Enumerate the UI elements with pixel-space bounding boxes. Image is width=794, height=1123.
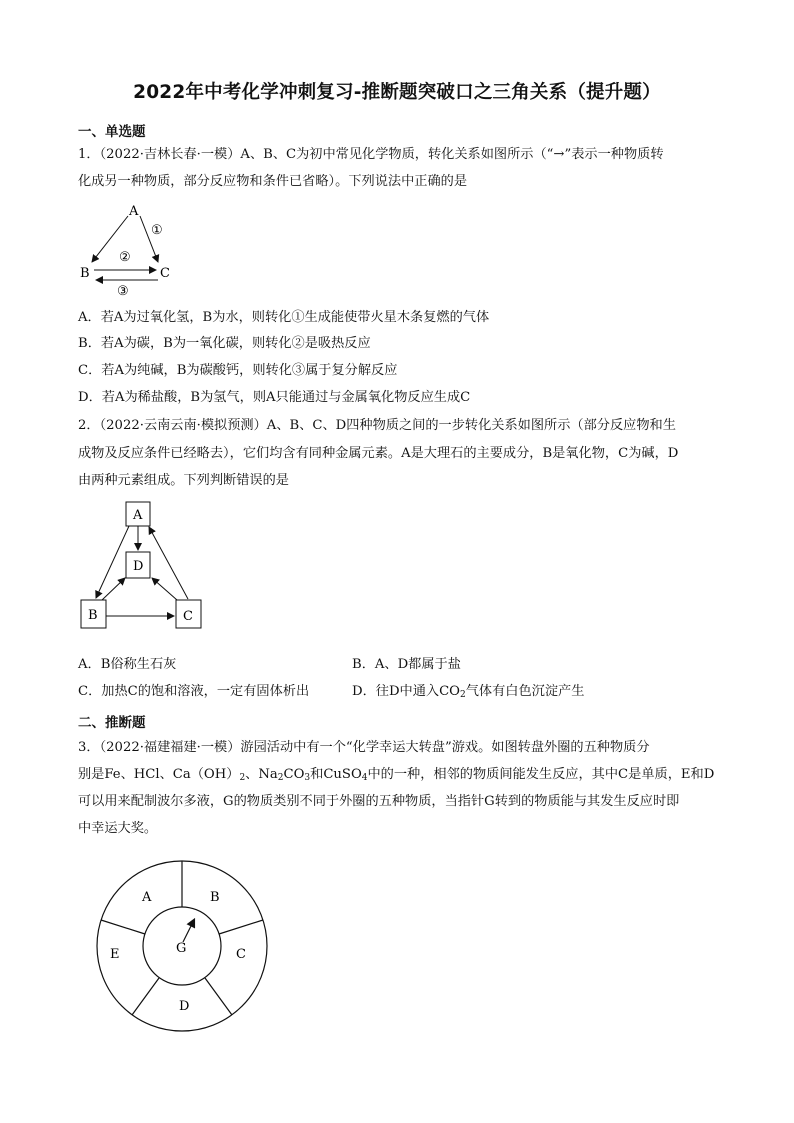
q2-stem-line-2: 成物及反应条件已经略去），它们均含有同种金属元素。A是大理石的主要成分，B是氧化物，C为碱，D — [78, 446, 679, 461]
q2-node-D: D — [133, 559, 144, 574]
q1-label-3: ③ — [117, 284, 129, 298]
wheel-segment-B: B — [210, 890, 220, 905]
q3-line2-text-5: 中的一种，相邻的物质间能发生反应，其中C是单质，E和D — [367, 767, 715, 782]
wheel-segment-C: C — [236, 947, 246, 962]
q2-arrow-C-to-D — [152, 578, 177, 600]
q2-option-C: C．加热C的饱和溶液，一定有固体析出 — [78, 684, 310, 699]
wheel-segment-E: E — [110, 947, 120, 962]
q3-line2-sub-2: 2 — [277, 773, 284, 783]
q3-line2-text-3: CO — [283, 767, 305, 782]
q2-option-A: A．B俗称生石灰 — [78, 657, 177, 672]
q2-arrow-B-to-D — [102, 578, 125, 600]
q2-node-C: C — [183, 609, 193, 624]
q2-node-A: A — [133, 508, 143, 523]
q2-option-D-subscript: 2 — [460, 690, 466, 700]
q3-line2-sub-4: 4 — [361, 773, 368, 783]
q1-label-1: ① — [151, 223, 163, 238]
q2-stem-line-1: 2．（2022·云南云南·模拟预测）A、B、C、D四种物质之间的一步转化关系如图所示（部分反应物和生 — [78, 418, 676, 433]
q2-arrow-A-to-B — [96, 526, 129, 598]
q3-line2-text-1: 别是Fe、HCl、Ca（OH） — [78, 767, 240, 782]
q2-node-B: B — [88, 608, 98, 623]
wheel-pointer-G-label: G — [176, 941, 187, 956]
q1-node-C: C — [160, 266, 170, 281]
q1-option-B: B．若A为碳，B为一氧化碳，则转化②是吸热反应 — [78, 336, 371, 351]
q3-lucky-wheel-diagram — [94, 857, 270, 1035]
q1-node-B: B — [80, 266, 90, 281]
q1-triangle-diagram — [70, 198, 200, 298]
q2-option-D-text-1: D．往D中通入CO — [352, 684, 460, 699]
q1-node-A: A — [129, 204, 139, 219]
q1-option-D: D．若A为稀盐酸，B为氢气，则A只能通过与金属氧化物反应生成C — [78, 390, 471, 405]
wheel-segment-D: D — [179, 999, 190, 1014]
q3-stem-line-2 — [78, 766, 714, 787]
q1-label-2: ② — [119, 250, 131, 265]
q3-line2-text-4: 和CuSO — [310, 767, 362, 782]
q3-line2-sub-3: 3 — [304, 773, 311, 783]
q2-stem-line-3: 由两种元素组成。下列判断错误的是 — [78, 473, 289, 488]
q3-line2-text-2: 、Na — [245, 767, 278, 782]
q2-arrow-C-to-A — [149, 527, 188, 599]
page-title: 2022年中考化学冲刺复习-推断题突破口之三角关系（提升题） — [133, 82, 661, 103]
q3-stem-line-3: 可以用来配制波尔多液，G的物质类别不同于外圈的五种物质，当指针G转到的物质能与其发生反应时即 — [78, 794, 680, 809]
q2-option-D — [352, 683, 584, 704]
q2-option-B: B．A、D都属于盐 — [352, 657, 461, 672]
q1-stem-line-1: 1．（2022·吉林长春·一模）A、B、C为初中常见化学物质，转化关系如图所示（“→”表示一种物质转 — [78, 147, 664, 162]
section-heading-single-choice: 一、单选题 — [78, 124, 146, 140]
q1-option-A: A．若A为过氧化氢，B为水，则转化①生成能使带火星木条复燃的气体 — [78, 310, 490, 325]
q2-option-D-text-2: 气体有白色沉淀产生 — [465, 684, 585, 699]
q1-stem-line-2: 化成另一种物质，部分反应物和条件已省略）。下列说法中正确的是 — [78, 174, 468, 189]
q3-line2-sub-1: 2 — [239, 773, 246, 783]
wheel-segment-A: A — [142, 890, 152, 905]
section-heading-inference: 二、推断题 — [78, 715, 146, 731]
q3-stem-line-4: 中幸运大奖。 — [78, 821, 158, 836]
q2-box-diagram — [75, 498, 210, 636]
q3-stem-line-1: 3．（2022·福建福建·一模）游园活动中有一个“化学幸运大转盘”游戏。如图转盘外圈的五种物质分 — [78, 740, 650, 755]
q1-option-C: C．若A为纯碱，B为碳酸钙，则转化③属于复分解反应 — [78, 363, 398, 378]
